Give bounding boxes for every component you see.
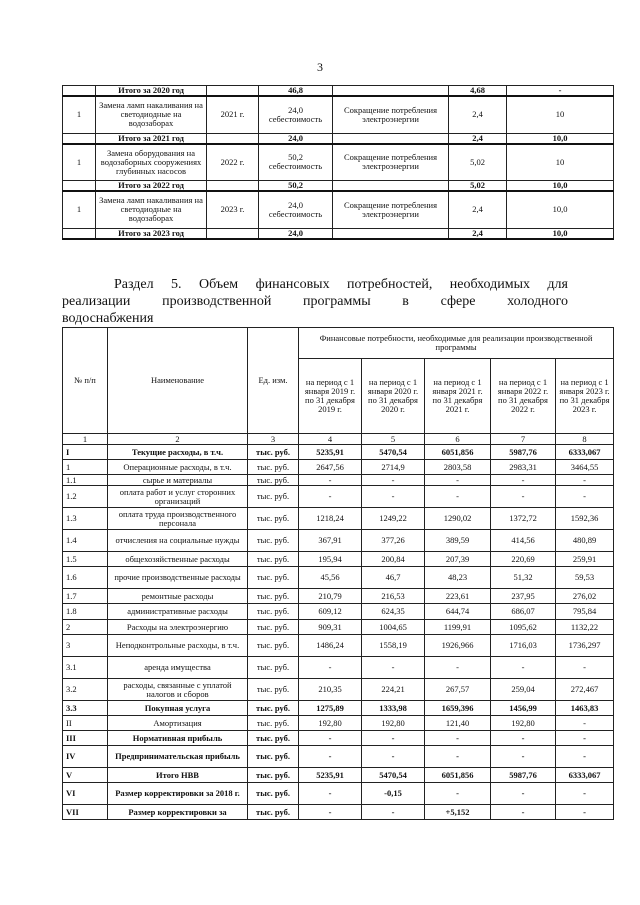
row-value: 224,21 (362, 679, 425, 701)
row-value: 192,80 (299, 716, 362, 731)
row-value: - (425, 783, 491, 805)
column-index: 1 (63, 434, 108, 445)
row-value: - (556, 805, 614, 820)
cost-value: 50,2 (288, 152, 303, 163)
year (207, 86, 259, 97)
row-num: I (63, 445, 108, 460)
row-value: - (556, 746, 614, 768)
row-value: 1275,89 (299, 701, 362, 716)
cost-note: себестоимость (268, 161, 323, 172)
row-value: 1486,24 (299, 635, 362, 657)
row-value: - (556, 475, 614, 486)
row-num: 1.1 (63, 475, 108, 486)
payback: 10,0 (507, 228, 614, 239)
row-unit: тыс. руб. (248, 731, 299, 746)
table-row (63, 486, 614, 508)
table-row (63, 567, 614, 589)
row-unit: тыс. руб. (248, 486, 299, 508)
energy-saving-measures-table (62, 85, 614, 240)
row-value: 2983,31 (491, 460, 556, 475)
table-row (63, 746, 614, 768)
row-name: Покупная услуга (108, 701, 248, 716)
row-value: - (362, 731, 425, 746)
row-value: - (362, 475, 425, 486)
section-heading-line1: Раздел 5. Объем финансовых потребностей, необходимых для (114, 277, 568, 292)
effect (333, 228, 449, 239)
row-num (63, 228, 96, 239)
payback: 10,0 (507, 181, 614, 192)
page-number: 3 (317, 60, 323, 74)
table-row (63, 783, 614, 805)
cost (259, 96, 333, 133)
row-value: 5987,76 (491, 768, 556, 783)
value: 5,02 (449, 181, 507, 192)
row-name: Амортизация (108, 716, 248, 731)
row-num: 1.8 (63, 604, 108, 620)
row-num: 1.6 (63, 567, 108, 589)
value: 5,02 (449, 144, 507, 181)
row-value: - (299, 486, 362, 508)
effect (333, 133, 449, 144)
table-row (63, 805, 614, 820)
row-value: 1592,36 (556, 508, 614, 530)
row-name: прочие производственные расходы (108, 567, 248, 589)
row-num: VI (63, 783, 108, 805)
row-value: 6333,067 (556, 445, 614, 460)
row-value: 624,35 (362, 604, 425, 620)
year (207, 133, 259, 144)
row-value: 2803,58 (425, 460, 491, 475)
row-value: 200,84 (362, 552, 425, 567)
cost-value: 24,0 (288, 199, 303, 210)
row-value: - (556, 731, 614, 746)
row-value: 5987,76 (491, 445, 556, 460)
row-unit: тыс. руб. (248, 589, 299, 604)
column-index: 3 (248, 434, 299, 445)
row-value: 276,02 (556, 589, 614, 604)
measure-name: Замена ламп накаливания на светодиодные на водозаборах (96, 191, 207, 228)
row-value: - (556, 657, 614, 679)
table-row (63, 657, 614, 679)
row-value: - (299, 805, 362, 820)
row-num: 1 (63, 191, 96, 228)
row-value: 59,53 (556, 567, 614, 589)
row-value: 237,95 (491, 589, 556, 604)
header-period: на период с 1 января 2019 г. по 31 декабря 2019 г. (299, 359, 362, 434)
row-value: - (425, 486, 491, 508)
row-num: 1.5 (63, 552, 108, 567)
row-value: 195,94 (299, 552, 362, 567)
row-value: 367,91 (299, 530, 362, 552)
row-value: 686,07 (491, 604, 556, 620)
row-unit: тыс. руб. (248, 679, 299, 701)
total-row (63, 133, 614, 144)
effect (333, 181, 449, 192)
table-row (63, 460, 614, 475)
row-unit: тыс. руб. (248, 552, 299, 567)
row-value: 389,59 (425, 530, 491, 552)
row-name: оплата работ и услуг сторонних организаций (108, 486, 248, 508)
table-row (63, 716, 614, 731)
row-value: 192,80 (362, 716, 425, 731)
effect (333, 86, 449, 97)
row-value: 377,26 (362, 530, 425, 552)
row-value: 272,467 (556, 679, 614, 701)
table-row (63, 701, 614, 716)
column-index: 4 (299, 434, 362, 445)
row-value: - (491, 746, 556, 768)
row-value: - (299, 657, 362, 679)
row-value: - (556, 783, 614, 805)
cost: 24,0 (259, 228, 333, 239)
row-value: - (556, 486, 614, 508)
effect: Сокращение потребления электроэнергии (333, 96, 449, 133)
effect: Сокращение потребления электроэнергии (333, 144, 449, 181)
row-value: - (362, 746, 425, 768)
year (207, 181, 259, 192)
row-unit: тыс. руб. (248, 701, 299, 716)
row-num: 3.3 (63, 701, 108, 716)
measure-row (63, 144, 614, 181)
row-value: - (491, 805, 556, 820)
table-row (63, 530, 614, 552)
row-num: 1 (63, 96, 96, 133)
column-index: 7 (491, 434, 556, 445)
row-value: 48,23 (425, 567, 491, 589)
row-value: 223,61 (425, 589, 491, 604)
row-value: - (362, 805, 425, 820)
row-num (63, 86, 96, 97)
table-row (63, 589, 614, 604)
row-num: 1.3 (63, 508, 108, 530)
row-value: 216,53 (362, 589, 425, 604)
value: 2,4 (449, 228, 507, 239)
column-index: 8 (556, 434, 614, 445)
row-value: 259,91 (556, 552, 614, 567)
measure-name: Замена оборудования на водозаборных сооружениях глубинных насосов (96, 144, 207, 181)
table-row (63, 475, 614, 486)
row-value: - (362, 657, 425, 679)
row-num: II (63, 716, 108, 731)
column-index: 6 (425, 434, 491, 445)
total-row (63, 86, 614, 97)
row-value: 1463,83 (556, 701, 614, 716)
value: 4,68 (449, 86, 507, 97)
row-value: - (556, 716, 614, 731)
cost-value: 24,0 (288, 104, 303, 115)
section-heading-line3: водоснабжения (62, 311, 154, 326)
row-num: 1.4 (63, 530, 108, 552)
row-value: - (491, 731, 556, 746)
row-num: V (63, 768, 108, 783)
row-value: 5235,91 (299, 445, 362, 460)
table-row (63, 731, 614, 746)
row-unit: тыс. руб. (248, 768, 299, 783)
row-value: 1558,19 (362, 635, 425, 657)
row-name: сырье и материалы (108, 475, 248, 486)
row-value: - (299, 783, 362, 805)
row-value: - (425, 475, 491, 486)
row-value: 46,7 (362, 567, 425, 589)
row-value: 6051,856 (425, 768, 491, 783)
row-value: 192,80 (491, 716, 556, 731)
row-name: Операционные расходы, в т.ч. (108, 460, 248, 475)
payback: 10 (507, 144, 614, 181)
row-value: 1218,24 (299, 508, 362, 530)
total-label: Итого за 2020 год (96, 86, 207, 97)
row-value: 5470,54 (362, 768, 425, 783)
table-row (63, 445, 614, 460)
row-unit: тыс. руб. (248, 475, 299, 486)
table-row (63, 635, 614, 657)
row-num: VII (63, 805, 108, 820)
row-num: III (63, 731, 108, 746)
column-index: 2 (108, 434, 248, 445)
row-name: Нормативная прибыль (108, 731, 248, 746)
row-value: 1372,72 (491, 508, 556, 530)
payback: - (507, 86, 614, 97)
row-value: 909,31 (299, 620, 362, 635)
row-value: - (491, 657, 556, 679)
row-value: 267,57 (425, 679, 491, 701)
row-unit: тыс. руб. (248, 567, 299, 589)
row-unit: тыс. руб. (248, 620, 299, 635)
row-unit: тыс. руб. (248, 530, 299, 552)
row-unit: тыс. руб. (248, 604, 299, 620)
row-value: 1249,22 (362, 508, 425, 530)
row-value: 5470,54 (362, 445, 425, 460)
section-heading-line2: реализации производственной программы в сфере холодного (62, 294, 568, 309)
row-value: 3464,55 (556, 460, 614, 475)
row-unit: тыс. руб. (248, 635, 299, 657)
year (207, 228, 259, 239)
row-name: расходы, связанные с уплатой налогов и сборов (108, 679, 248, 701)
row-value: -0,15 (362, 783, 425, 805)
total-label: Итого за 2023 год (96, 228, 207, 239)
row-value: 259,04 (491, 679, 556, 701)
row-num: 2 (63, 620, 108, 635)
row-value: 1926,966 (425, 635, 491, 657)
row-value: - (299, 475, 362, 486)
row-value: 1736,297 (556, 635, 614, 657)
row-value: 1456,99 (491, 701, 556, 716)
header-period: на период с 1 января 2021 г. по 31 декабря 2021 г. (425, 359, 491, 434)
row-value: 6051,856 (425, 445, 491, 460)
cost-note: себестоимость (268, 113, 323, 124)
row-num: 3 (63, 635, 108, 657)
table-row (63, 508, 614, 530)
payback: 10,0 (507, 133, 614, 144)
row-value: 480,89 (556, 530, 614, 552)
row-num (63, 133, 96, 144)
row-value: 121,40 (425, 716, 491, 731)
total-label: Итого за 2021 год (96, 133, 207, 144)
value: 2,4 (449, 191, 507, 228)
cost (259, 144, 333, 181)
measure-name: Замена ламп накаливания на светодиодные на водозаборах (96, 96, 207, 133)
row-name: Размер корректировки за 2018 г. (108, 783, 248, 805)
payback: 10 (507, 96, 614, 133)
row-value: 2647,56 (299, 460, 362, 475)
row-name: отчисления на социальные нужды (108, 530, 248, 552)
header-period: на период с 1 января 2023 г. по 31 декабря 2023 г. (556, 359, 614, 434)
row-value: 1199,91 (425, 620, 491, 635)
row-value: - (491, 486, 556, 508)
row-value: 45,56 (299, 567, 362, 589)
row-value: 644,74 (425, 604, 491, 620)
header-unit: Ед. изм. (248, 328, 299, 434)
measure-row (63, 191, 614, 228)
row-value: 1095,62 (491, 620, 556, 635)
row-name: Итого НВВ (108, 768, 248, 783)
cost (259, 191, 333, 228)
row-num: IV (63, 746, 108, 768)
row-value: - (425, 657, 491, 679)
table-row (63, 604, 614, 620)
cost-note: себестоимость (268, 208, 323, 219)
row-num: 1 (63, 460, 108, 475)
cost: 46,8 (259, 86, 333, 97)
value: 2,4 (449, 133, 507, 144)
row-value: 220,69 (491, 552, 556, 567)
row-value: 210,35 (299, 679, 362, 701)
row-name: общехозяйственные расходы (108, 552, 248, 567)
row-value: 5235,91 (299, 768, 362, 783)
total-row (63, 228, 614, 239)
effect: Сокращение потребления электроэнергии (333, 191, 449, 228)
row-unit: тыс. руб. (248, 460, 299, 475)
row-value: 1659,396 (425, 701, 491, 716)
column-index: 5 (362, 434, 425, 445)
row-num: 1.7 (63, 589, 108, 604)
row-value: 1333,98 (362, 701, 425, 716)
payback: 10,0 (507, 191, 614, 228)
row-unit: тыс. руб. (248, 805, 299, 820)
row-value: 51,32 (491, 567, 556, 589)
total-label: Итого за 2022 год (96, 181, 207, 192)
row-name: административные расходы (108, 604, 248, 620)
row-value: - (425, 746, 491, 768)
row-value: - (362, 486, 425, 508)
measure-row (63, 96, 614, 133)
row-value: 1132,22 (556, 620, 614, 635)
financial-needs-table (62, 327, 614, 820)
row-name: оплата труда производственного персонала (108, 508, 248, 530)
row-value: 6333,067 (556, 768, 614, 783)
year: 2022 г. (207, 144, 259, 181)
cost: 50,2 (259, 181, 333, 192)
table-row (63, 552, 614, 567)
row-value: 207,39 (425, 552, 491, 567)
row-value: 1290,02 (425, 508, 491, 530)
row-unit: тыс. руб. (248, 657, 299, 679)
row-name: Размер корректировки за (108, 805, 248, 820)
row-name: ремонтные расходы (108, 589, 248, 604)
row-name: Предпринимательская прибыль (108, 746, 248, 768)
row-value: - (491, 475, 556, 486)
header-name: Наименование (108, 328, 248, 434)
table-row (63, 768, 614, 783)
table-row (63, 679, 614, 701)
row-value: - (425, 731, 491, 746)
row-name: Расходы на электроэнергию (108, 620, 248, 635)
row-value: 1716,03 (491, 635, 556, 657)
row-value: 609,12 (299, 604, 362, 620)
row-unit: тыс. руб. (248, 445, 299, 460)
row-value: - (299, 731, 362, 746)
header-period: на период с 1 января 2020 г. по 31 декабря 2020 г. (362, 359, 425, 434)
row-value: 414,56 (491, 530, 556, 552)
row-value: - (299, 746, 362, 768)
cost: 24,0 (259, 133, 333, 144)
row-unit: тыс. руб. (248, 508, 299, 530)
row-value: +5,152 (425, 805, 491, 820)
row-num: 1.2 (63, 486, 108, 508)
row-unit: тыс. руб. (248, 716, 299, 731)
row-value: 1004,65 (362, 620, 425, 635)
row-value: 795,84 (556, 604, 614, 620)
year: 2023 г. (207, 191, 259, 228)
row-num: 3.1 (63, 657, 108, 679)
row-unit: тыс. руб. (248, 783, 299, 805)
row-num: 1 (63, 144, 96, 181)
row-name: Неподконтрольные расходы, в т.ч. (108, 635, 248, 657)
row-value: 2714,9 (362, 460, 425, 475)
table-row (63, 620, 614, 635)
row-value: - (491, 783, 556, 805)
header-num: № п/п (63, 328, 108, 434)
row-name: Текущие расходы, в т.ч. (108, 445, 248, 460)
header-group: Финансовые потребности, необходимые для реализации производственной программы (299, 328, 614, 359)
row-name: аренда имущества (108, 657, 248, 679)
total-row (63, 181, 614, 192)
row-num (63, 181, 96, 192)
year: 2021 г. (207, 96, 259, 133)
row-unit: тыс. руб. (248, 746, 299, 768)
row-num: 3.2 (63, 679, 108, 701)
row-value: 210,79 (299, 589, 362, 604)
header-period: на период с 1 января 2022 г. по 31 декабря 2022 г. (491, 359, 556, 434)
value: 2,4 (449, 96, 507, 133)
